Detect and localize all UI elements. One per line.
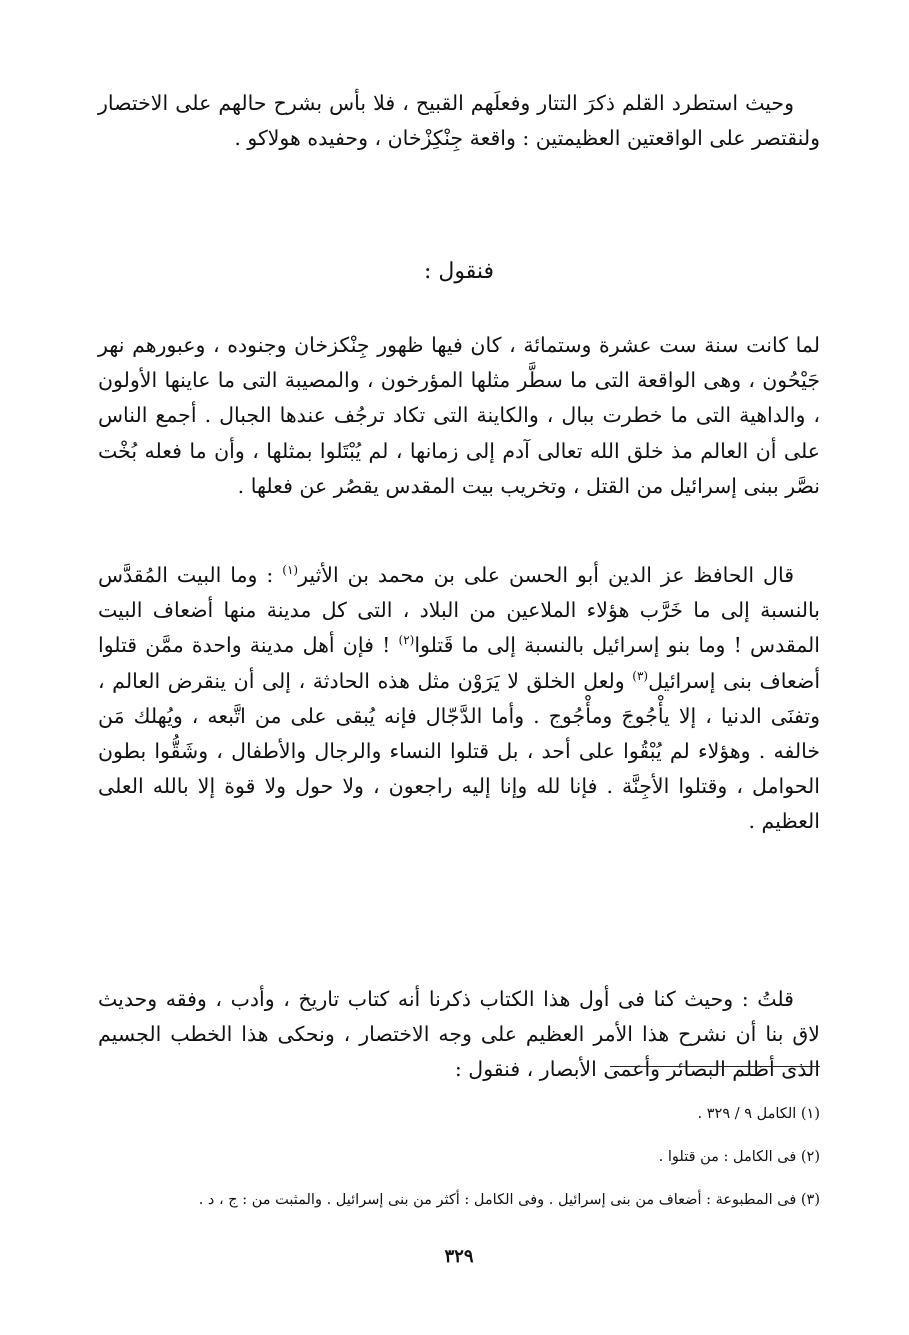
book-page (98, 82, 820, 1312)
footnote-divider (610, 1066, 820, 1067)
section-heading: فنقول : (423, 259, 495, 284)
quote-text-c: ! فإن أهل مدينة واحدة ممَّن قتلوا أضعاف بنى إسرائيل (98, 633, 821, 693)
page-number: ٣٢٩ (444, 1246, 474, 1267)
footnotes-list (98, 1104, 820, 1233)
footnote-marker-2[interactable]: (٢) (398, 633, 415, 648)
main-text: لما كانت سنة ست عشرة وستمائة ، كان فيها ظهور جِنْكزخان وجنوده ، وعبورهم نهر جَيْحُون ، وهى الواقعة التى ما سطَّر مثلها المؤرخون ، والمصيبة التى ما عاينها الأولون ، والداهية التى ما خطرت ببال ، والكاينة التى تكاد ترجُف عندها الجبال . أجمع الناس على أن العالم مذ خلق الله تعالى آدم إلى زمانها ، لم يُبْتَلوا بمثلها ، وأن ما فعله بُخْت نصَّر ببنى إسرائيل من القتل ، وتخريب بيت المقدس يقصُر عن فعلها . (98, 333, 820, 498)
quote-paragraph (98, 558, 820, 840)
closing-paragraph (98, 982, 820, 1088)
main-paragraph (98, 328, 820, 504)
quote-text-d: ولعل الخلق لا يَرَوْن مثل هذه الحادثة ، إلى أن ينقرض العالم ، وتفنَى الدنيا ، إلا يأْجُوجَ ومأْجُوج . وأما الدَّجّال فإنه يُبقى على من اتَّبعه ، ويُهلك مَن خالفه . وهؤلاء لم يُبْقُوا على أحد ، بل قتلوا النساء والرجال والأطفال ، وشَقُّوا بطون الحوامل ، وقتلوا الأجِنَّة . فإنا لله وإنا إليه راجعون ، ولا حول ولا قوة إلا بالله العلى العظيم . (98, 668, 820, 834)
footnote-3: (٣) فى المطبوعة : أضعاف من بنى إسرائيل . وفى الكامل : أكثر من بنى إسرائيل . والمثبت من : ج ، د . (198, 1192, 820, 1208)
closing-text: قلتُ : وحيث كنا فى أول هذا الكتاب ذكرنا أنه كتاب تاريخ ، وأدب ، وفقه وحديث لاق بنا أن نشرح هذا الأمر العظيم على وجه الاختصار ، ونحكى هذا الخطب الجسيم الذى أظلم البصائر وأعمى الأبصار ، فنقول : (98, 987, 820, 1082)
intro-paragraph (98, 86, 820, 156)
quote-text-b: : وما البيت المُقدَّس بالنسبة إلى ما خَرَّب هؤلاء الملاعين من البلاد ، التى كل مدينة منها أضعاف البيت المقدس ! وما بنو إسرائيل بالنسبة إلى ما قَتلوا (98, 563, 820, 658)
footnote-marker-3[interactable]: (٣) (632, 668, 649, 683)
footnote-marker-1[interactable]: (١) (282, 563, 299, 578)
quote-text-a: قال الحافظ عز الدين أبو الحسن على بن محمد بن الأثير (298, 563, 794, 587)
intro-text: وحيث استطرد القلم ذكرَ التتار وفعلَهم القبيح ، فلا بأس بشرح حالهم على الاختصار ولنقتصر على الواقعتين العظيمتين : واقعة جِنْكِزْخان ، وحفيده هولاكو . (98, 91, 820, 151)
footnote-1: (١) الكامل ٩ / ٣٢٩ . (697, 1106, 820, 1122)
footnote-2: (٢) فى الكامل : من قتلوا . (658, 1149, 820, 1165)
